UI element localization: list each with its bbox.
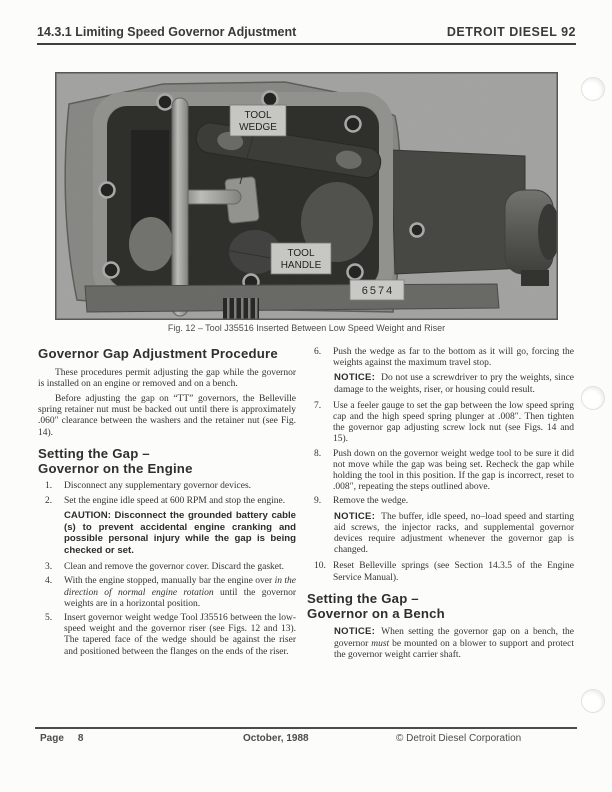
subheading-engine-line1: Setting the Gap – bbox=[38, 445, 150, 461]
photo-number: 6574 bbox=[361, 285, 395, 297]
page-label: Page bbox=[40, 733, 64, 744]
step-3-text: Clean and remove the governor cover. Discard the gasket. bbox=[64, 562, 285, 573]
page-header bbox=[37, 25, 576, 45]
step-3 bbox=[38, 562, 296, 573]
step-1 bbox=[38, 481, 296, 492]
step-1-text: Disconnect any supplementary governor devices. bbox=[64, 481, 252, 492]
page-number: 8 bbox=[77, 733, 84, 744]
step-8-number: 8. bbox=[314, 448, 322, 459]
notice-bench-label: NOTICE: bbox=[334, 626, 376, 638]
notice-adjustment bbox=[334, 511, 574, 557]
step-7 bbox=[307, 401, 574, 446]
step-5-number: 5. bbox=[45, 613, 53, 624]
step-9-text: Remove the wedge. bbox=[333, 496, 409, 507]
intro-paragraph-2: Before adjusting the gap on “TT” governors, the Belleville spring retainer nut must be backed out until there is approximately .060″ clearance between the washers and the retainer nut (see Fig. 14). bbox=[38, 393, 296, 438]
step-5-text: Insert governor weight wedge Tool J35516 between the low-speed weight and the governor riser (see Figs. 12 and 13). The tapered face of the wedge should be against the riser and positioned between the flanges on the ends of the riser. bbox=[64, 613, 296, 657]
notice-bench-italic: must bbox=[371, 638, 390, 649]
step-4-text-post: until the governor weights are in a horizontal position. bbox=[64, 587, 296, 609]
page-footer bbox=[0, 733, 612, 749]
step-10-number: 10. bbox=[314, 561, 326, 572]
subheading-bench-line1: Setting the Gap – bbox=[307, 590, 419, 606]
step-2-text: Set the engine idle speed at 600 RPM and stop the engine. bbox=[64, 495, 286, 506]
step-6-number: 6. bbox=[314, 347, 322, 357]
notice-bench-pre: When setting the governor gap on a bench, the governor bbox=[334, 627, 574, 649]
step-9 bbox=[307, 496, 574, 507]
step-10-text: Reset Belleville springs (see Section 14.3.5 of the Engine Service Manual). bbox=[333, 561, 574, 583]
step-2-number: 2. bbox=[45, 495, 53, 506]
procedure-heading: Governor Gap Adjustment Procedure bbox=[38, 346, 278, 361]
step-4-text bbox=[64, 576, 296, 610]
step-7-number: 7. bbox=[314, 400, 322, 411]
intro-paragraph-1: These procedures permit adjusting the gap while the governor is installed on an engine or removed and on a bench. bbox=[38, 367, 296, 389]
step-9-number: 9. bbox=[314, 496, 322, 507]
governor-photo bbox=[55, 72, 558, 320]
step-7-text: Use a feeler gauge to set the gap between the low speed spring cap and the high speed spring plunger at .008″. Then tighten the governor gap adjusting screw lock nut (see Figs. 14 and 15). bbox=[333, 400, 574, 445]
subheading-engine bbox=[38, 447, 296, 477]
left-column bbox=[38, 347, 296, 661]
punch-hole-bottom bbox=[581, 689, 605, 713]
step-10 bbox=[307, 561, 574, 583]
step-5 bbox=[38, 613, 296, 658]
tool-handle-label-line1: TOOL bbox=[287, 248, 315, 259]
notice-bench bbox=[334, 626, 574, 661]
step-8-text: Push down on the governor weight wedge tool to be sure it did not move while the gap was being set. Recheck the gap while holding the tool in this position. If the gap is incorrect, reset to .008″, repeating the steps outlined above. bbox=[333, 448, 574, 493]
notice-screwdriver bbox=[334, 372, 574, 395]
notice-screwdriver-label: NOTICE: bbox=[334, 372, 376, 384]
subheading-bench bbox=[307, 592, 574, 622]
brand-title: DETROIT DIESEL 92 bbox=[446, 25, 576, 39]
notice-adjustment-text: The buffer, idle speed, no–load speed and starting aid screws, the injector racks, and supplemental governor devices require adjustment whenever the governor gap is changed. bbox=[334, 511, 574, 556]
punch-hole-middle bbox=[581, 386, 605, 410]
notice-bench-post: be mounted on a blower to support and protect the governor weight carrier shaft. bbox=[334, 638, 575, 660]
step-6-text: Push the wedge as far to the bottom as it will go, forcing the weights against the maximum travel stop. bbox=[333, 347, 574, 369]
step-8 bbox=[307, 449, 574, 494]
footer-copyright: © Detroit Diesel Corporation bbox=[396, 733, 522, 744]
footer-date: October, 1988 bbox=[243, 733, 309, 744]
step-4-text-italic: in the direction of normal engine rotation bbox=[64, 576, 296, 598]
caution-block: CAUTION: Disconnect the grounded battery cable (s) to prevent accidental engine cranking and possible personal injury while the gap is being checked or set. bbox=[64, 509, 296, 557]
tool-wedge-label-line1: TOOL bbox=[244, 110, 272, 121]
footer-rule bbox=[35, 727, 577, 729]
figure-caption: Fig. 12 – Tool J35516 Inserted Between Low Speed Weight and Riser bbox=[167, 323, 446, 333]
right-column bbox=[307, 347, 574, 666]
photo-grain bbox=[55, 72, 558, 320]
tool-wedge-label-line2: WEDGE bbox=[239, 122, 277, 133]
step-4-number: 4. bbox=[45, 576, 53, 587]
step-4-text-pre: With the engine stopped, manually bar the engine over bbox=[64, 576, 275, 587]
tool-handle-label-line2: HANDLE bbox=[280, 260, 322, 271]
step-6 bbox=[307, 347, 574, 369]
section-title: 14.3.1 Limiting Speed Governor Adjustment bbox=[37, 25, 297, 39]
notice-screwdriver-text: Do not use a screwdriver to pry the weights, since damage to the weights, riser, or housing could result. bbox=[334, 373, 574, 395]
notice-adjustment-label: NOTICE: bbox=[334, 510, 376, 522]
step-4 bbox=[38, 576, 296, 610]
step-3-number: 3. bbox=[45, 562, 53, 573]
step-1-number: 1. bbox=[45, 481, 53, 492]
subheading-bench-line2: Governor on a Bench bbox=[307, 605, 445, 621]
page-number-block bbox=[40, 733, 83, 744]
step-2 bbox=[38, 496, 296, 507]
subheading-engine-line2: Governor on the Engine bbox=[38, 460, 193, 476]
punch-hole-top bbox=[581, 77, 605, 101]
